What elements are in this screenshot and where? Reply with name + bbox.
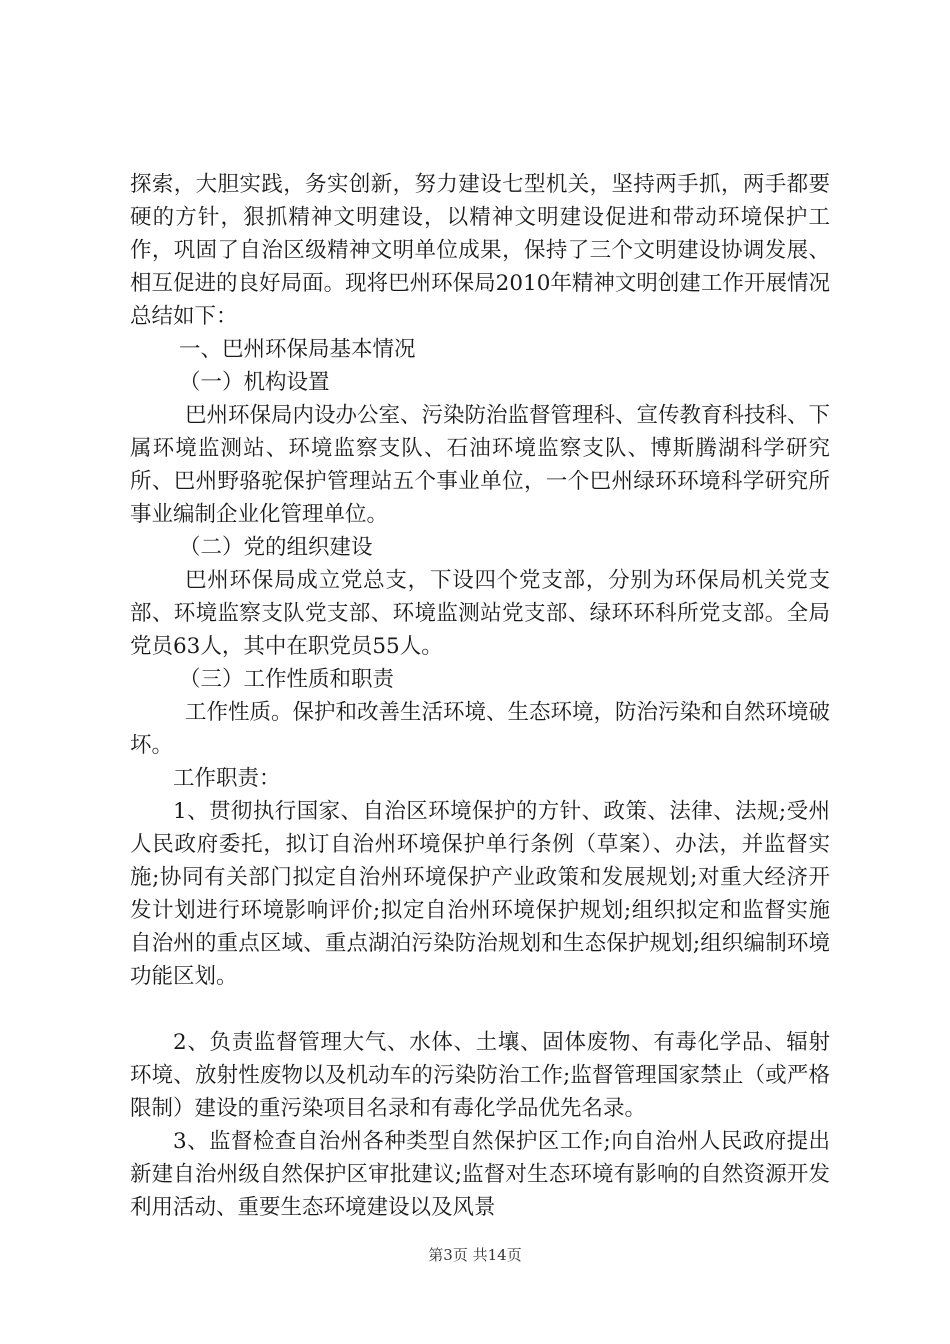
paragraph-party: 巴州环保局成立党总支，下设四个党支部，分别为环保局机关党支部、环境监察支队党支部、环境监测站党支部、绿环环科所党支部。全局党员63人，其中在职党员55人。 [130, 568, 830, 659]
blank-line [130, 993, 830, 1026]
paragraph-duties-label: 工作职责： [173, 766, 281, 791]
paragraph-duty-3: 3、监督检查自治州各种类型自然保护区工作;向自治州人民政府提出新建自治州级自然保护区审批建议;监督对生态环境有影响的自然资源开发利用活动、重要生态环境建设以及风景 [130, 1129, 830, 1220]
subsection-heading-org: （一）机构设置 [179, 370, 330, 395]
subsection-heading-duty: （三）工作性质和职责 [179, 667, 395, 692]
paragraph-nature: 工作性质。保护和改善生活环境、生态环境，防治污染和自然环境破坏。 [130, 700, 831, 758]
paragraph-intro: 探索，大胆实践，务实创新，努力建设七型机关，坚持两手抓，两手都要硬的方针，狠抓精神文明建设，以精神文明建设促进和带动环境保护工作，巩固了自治区级精神文明单位成果，保持了三个文明建设协调发展、相互促进的良好局面。现将巴州环保局2010年精神文明创建工作开展情况总结如下： [130, 172, 830, 329]
paragraph-duty-2: 2、负责监督管理大气、水体、土壤、固体废物、有毒化学品、辐射环境、放射性废物以及机动车的污染防治工作;监督管理国家禁止（或严格限制）建设的重污染项目名录和有毒化学品优先名录。 [130, 1030, 830, 1121]
paragraph-org: 巴州环保局内设办公室、污染防治监督管理科、宣传教育科技科、下属环境监测站、环境监察支队、石油环境监察支队、博斯腾湖科学研究所、巴州野骆驼保护管理站五个事业单位，一个巴州绿环环境科学研究所事业编制企业化管理单位。 [130, 403, 831, 527]
paragraph-duty-1: 1、贯彻执行国家、自治区环境保护的方针、政策、法律、法规;受州人民政府委托，拟订自治州环境保护单行条例（草案）、办法，并监督实施;协同有关部门拟定自治州环境保护产业政策和发展规划;对重大经济开发计划进行环境影响评价;拟定自治州环境保护规划;组织拟定和监督实施自治州的重点区域、重点湖泊污染防治规划和生态保护规划;组织编制环境功能区划。 [130, 799, 830, 989]
section-heading-1: 一、巴州环保局基本情况 [179, 337, 416, 362]
page-footer: 第3页 共14页 [428, 1246, 522, 1264]
document-body [130, 168, 830, 1224]
subsection-heading-party: （二）党的组织建设 [179, 535, 373, 560]
